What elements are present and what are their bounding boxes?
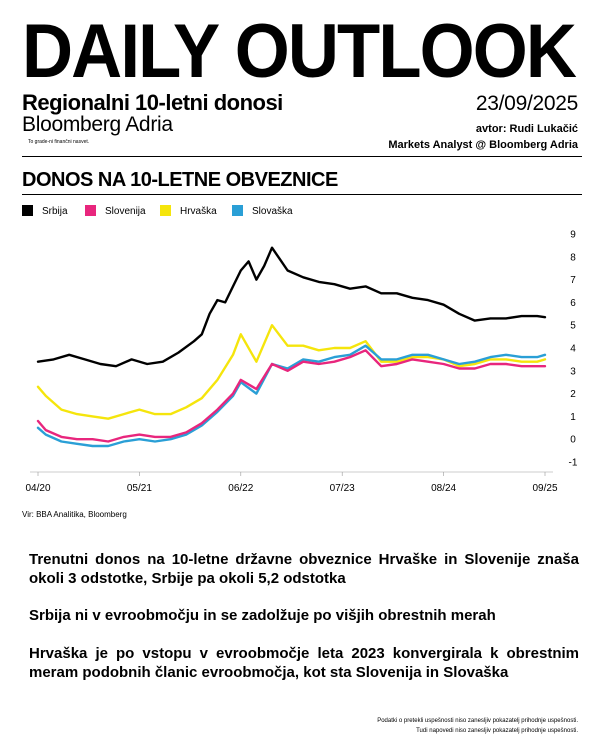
y-tick-label: 6 — [570, 297, 576, 309]
x-tick-label: 05/21 — [126, 483, 152, 494]
divider-section — [22, 194, 582, 195]
y-tick-label: 1 — [570, 411, 576, 423]
report-date: 23/09/2025 — [475, 92, 578, 115]
page-subtitle: Regionalni 10-letni donosi — [22, 90, 283, 115]
paragraph-serbia: Srbija ni v evroobmočju in se zadolžuje po višjih obrestnih merah — [29, 607, 496, 624]
legend-label-srbija: Srbija — [42, 206, 68, 217]
disclaimer-line-1: Podatki o pretekli uspešnosti niso zanesljiv pokazatelj prihodnje uspešnosti. — [377, 718, 578, 724]
x-tick-label: 04/20 — [25, 483, 51, 494]
y-tick-label: 3 — [570, 366, 576, 378]
tagline: To grade-ni finančni nasvet. — [28, 139, 90, 145]
section-title: DONOS NA 10-LETNE OBVEZNICE — [22, 169, 338, 191]
x-tick-label: 07/23 — [329, 483, 355, 494]
divider-top — [22, 156, 582, 157]
series-line-slovaska — [38, 346, 545, 446]
masthead-title: DAILY OUTLOOK — [22, 9, 576, 94]
legend-item-slovaska — [232, 205, 293, 217]
y-tick-label: 4 — [570, 343, 576, 355]
legend-item-slovenija — [85, 205, 146, 217]
paragraph-current-yields: Trenutni donos na 10-letne državne obveznice Hrvaške in Slovenije znaša okoli 3 odstotke, Srbije pa okoli 5,2 odstotka — [29, 551, 579, 587]
chart-source: Vir: BBA Analitika, Bloomberg — [22, 510, 127, 519]
x-tick-label: 08/24 — [431, 483, 457, 494]
legend-swatch-slovaska — [232, 205, 243, 216]
legend-item-hrvaska — [160, 205, 217, 217]
paragraph-croatia: Hrvaška je po vstopu v evroobmočje leta 2023 konvergirala k obrestnim meram podobnih članic evroobmočja, kot sta Slovenija in Slovaška — [29, 645, 579, 681]
y-tick-label: -1 — [568, 457, 578, 469]
legend-label-slovaska: Slovaška — [252, 206, 293, 217]
legend-label-hrvaska: Hrvaška — [180, 206, 217, 217]
yield-line-chart — [0, 222, 600, 507]
y-tick-label: 2 — [570, 389, 576, 401]
legend-swatch-slovenija — [85, 205, 96, 216]
legend-swatch-srbija — [22, 205, 33, 216]
y-tick-label: 7 — [570, 275, 576, 287]
author-name: avtor: Rudi Lukačić — [475, 123, 578, 135]
y-tick-label: 9 — [570, 229, 576, 241]
disclaimer-line-2: Tudi napovedi niso zanesljiv pokazatelj prihodnje uspešnosti. — [416, 728, 578, 734]
legend-swatch-hrvaska — [160, 205, 171, 216]
x-tick-label: 06/22 — [228, 483, 254, 494]
y-tick-label: 0 — [570, 434, 576, 446]
y-tick-label: 8 — [570, 252, 576, 264]
author-role: Markets Analyst @ Bloomberg Adria — [388, 139, 578, 151]
legend-label-slovenija: Slovenija — [105, 206, 146, 217]
series-line-hrvaska — [38, 325, 545, 419]
brand-name: Bloomberg Adria — [22, 113, 173, 136]
x-tick-label: 09/25 — [532, 483, 558, 494]
y-tick-label: 5 — [570, 320, 576, 332]
series-line-srbija — [38, 248, 545, 367]
legend-item-srbija — [22, 205, 68, 217]
